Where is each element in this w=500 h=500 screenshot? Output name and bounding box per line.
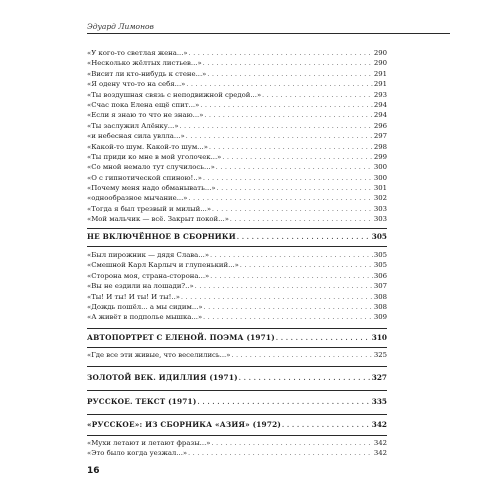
- toc-leader: [212, 205, 373, 215]
- toc-entry-page: 294: [373, 111, 387, 120]
- toc-leader: [203, 59, 373, 69]
- toc-entry-page: 291: [373, 80, 387, 89]
- toc-section[interactable]: [87, 333, 387, 343]
- toc-entry[interactable]: [87, 350, 387, 360]
- toc-entry-page: 299: [373, 152, 387, 161]
- toc-entry-title: «У кого-то светлая жена...»: [87, 49, 188, 57]
- toc-leader: [230, 215, 373, 225]
- toc-entry[interactable]: [87, 260, 387, 270]
- toc-entry[interactable]: [87, 69, 387, 79]
- toc-entry-title: «Ты приди ко мне в мой уголочек...»: [87, 152, 222, 161]
- toc-entry-page: 301: [373, 184, 387, 193]
- toc-entry-title: «и небесная сила увлла...»: [87, 132, 185, 141]
- toc-section-title: АВТОПОРТРЕТ С ЕЛЕНОЙ. ПОЭМА (1971): [87, 332, 275, 342]
- toc-section-title: ЗОЛОТОЙ ВЕК. ИДИЛЛИЯ (1971): [87, 372, 238, 382]
- section-rule: [87, 414, 387, 415]
- toc-entry-title: «Был пирожник — дядя Слава...»: [87, 251, 210, 260]
- toc-entry-title: «Ты! И ты! И ты! И ты!..»: [87, 292, 181, 301]
- toc-entry[interactable]: [87, 58, 387, 68]
- toc-entry[interactable]: [87, 448, 387, 458]
- toc-section-title: НЕ ВКЛЮЧЁННОЕ В СБОРНИКИ: [87, 231, 236, 241]
- toc-leader: [239, 374, 371, 384]
- toc-leader: [210, 272, 373, 282]
- toc-entry-page: 342: [373, 438, 387, 447]
- toc-entry[interactable]: [87, 162, 387, 172]
- toc-entry[interactable]: [87, 271, 387, 281]
- toc-entry-title: «Ты воздушная связь с неподвижной средой...»: [87, 90, 262, 99]
- toc-entry-page: 305: [373, 261, 387, 270]
- toc-entry-title: «А живёт в подполье мышка...»: [87, 313, 203, 322]
- toc-section[interactable]: [87, 397, 387, 407]
- toc-entry-title: «Со мной немало тут случилось...»: [87, 163, 215, 172]
- toc-entry-title: «Почему меня надо обманывать...»: [87, 184, 216, 193]
- toc-entry[interactable]: [87, 438, 387, 448]
- toc-entry-title: «однообразное мычание...»: [87, 194, 188, 203]
- toc-entry[interactable]: [87, 152, 387, 162]
- toc-leader: [186, 132, 373, 142]
- toc-entry-page: 325: [373, 351, 387, 360]
- toc-entry-title: «Я одену что-то на себя...»: [87, 80, 186, 89]
- toc-section-page: 327: [371, 372, 387, 382]
- toc-entry-page: 307: [373, 282, 387, 291]
- section-rule: [87, 435, 387, 436]
- toc-leader: [217, 184, 373, 194]
- toc-entry-page: 309: [373, 313, 387, 322]
- toc-entry[interactable]: [87, 100, 387, 110]
- toc-entry-title: «Какой-то шум. Какой-то шум...»: [87, 142, 208, 151]
- toc-section-page: 310: [371, 332, 387, 342]
- toc-leader: [282, 421, 371, 431]
- toc-leader: [222, 153, 372, 163]
- toc-entry[interactable]: [87, 121, 387, 131]
- toc-section[interactable]: [87, 420, 387, 430]
- toc-entry[interactable]: [87, 131, 387, 141]
- toc-entry[interactable]: [87, 48, 387, 58]
- toc-entry-title: «Ты заслужил Алёнку...»: [87, 121, 179, 130]
- toc-entry[interactable]: [87, 110, 387, 120]
- section-rule: [87, 366, 387, 367]
- toc-leader: [180, 122, 373, 132]
- toc-entry-page: 308: [373, 302, 387, 311]
- toc-entry[interactable]: [87, 79, 387, 89]
- toc-entry[interactable]: [87, 292, 387, 302]
- toc-entry-page: 297: [373, 132, 387, 141]
- toc-entry[interactable]: [87, 281, 387, 291]
- toc-entry-page: 308: [373, 292, 387, 301]
- toc-leader: [189, 49, 373, 59]
- section-rule: [87, 347, 387, 348]
- toc-entry-page: 306: [373, 271, 387, 280]
- toc-section-page: 335: [371, 396, 387, 406]
- toc-entry-page: 298: [373, 142, 387, 151]
- section-rule: [87, 390, 387, 391]
- toc-leader: [181, 293, 373, 303]
- toc-entry[interactable]: [87, 90, 387, 100]
- toc-entry[interactable]: [87, 173, 387, 183]
- toc-group-1: [87, 48, 387, 225]
- toc-entry-title: «Мухи летают и летают фразы...»: [87, 438, 211, 447]
- toc-entry-title: «Смешной Карл Карлыч и глупенький...»: [87, 261, 239, 270]
- toc-entry-page: 303: [373, 215, 387, 224]
- section-rule: [87, 228, 387, 229]
- toc-leader: [237, 233, 371, 243]
- toc-entry-title: «Вы не ездили на лошади?..»: [87, 282, 194, 291]
- section-rule: [87, 246, 387, 247]
- toc-leader: [204, 303, 373, 313]
- toc-leader: [231, 351, 372, 361]
- toc-entry-title: «Счас пока Елена ещё спит...»: [87, 100, 200, 109]
- toc-section-page: 342: [371, 420, 387, 430]
- toc-entry[interactable]: [87, 250, 387, 260]
- toc-entry[interactable]: [87, 142, 387, 152]
- toc-leader: [188, 449, 373, 459]
- toc-entry-title: «Дождь пошёл... а мы сидим...»: [87, 302, 203, 311]
- toc-section-title: «РУССКОЕ»: ИЗ СБОРНИКА «АЗИЯ» (1972): [87, 420, 282, 430]
- toc-leader: [203, 174, 373, 184]
- toc-leader: [207, 70, 372, 80]
- toc-entry[interactable]: [87, 183, 387, 193]
- toc-leader: [211, 439, 372, 449]
- toc-entry-title: «Висит ли кто-нибудь к стене...»: [87, 69, 207, 78]
- toc-entry[interactable]: [87, 312, 387, 322]
- toc-leader: [276, 334, 371, 344]
- toc-section-page: 305: [371, 231, 387, 241]
- toc-entry-page: 342: [373, 449, 387, 458]
- toc-section[interactable]: [87, 232, 387, 242]
- header-rule: [87, 33, 450, 34]
- toc-leader: [203, 313, 373, 323]
- toc-leader: [240, 261, 373, 271]
- toc-entry[interactable]: [87, 302, 387, 312]
- toc-entry-title: «Несколько жёлтых листьев...»: [87, 59, 202, 68]
- toc-entry-page: 303: [373, 204, 387, 213]
- table-of-contents: [87, 48, 387, 459]
- toc-entry-title: «Тогда я был трезвый и милый...»: [87, 204, 212, 213]
- toc-leader: [200, 101, 373, 111]
- toc-entry[interactable]: [87, 214, 387, 224]
- toc-entry-page: 293: [373, 90, 387, 99]
- toc-leader: [197, 398, 370, 408]
- toc-entry[interactable]: [87, 193, 387, 203]
- toc-entry-page: 291: [373, 69, 387, 78]
- toc-entry-page: 300: [373, 163, 387, 172]
- toc-leader: [262, 91, 373, 101]
- toc-entry-title: «О с гипнотической спиною!..»: [87, 173, 202, 182]
- toc-entry-title: «Где все эти живые, что веселились...»: [87, 351, 231, 360]
- toc-entry-title: «Это было когда уезжал...»: [87, 449, 188, 458]
- toc-entry-page: 296: [373, 121, 387, 130]
- toc-entry-page: 294: [373, 100, 387, 109]
- toc-leader: [216, 163, 373, 173]
- toc-leader: [204, 111, 372, 121]
- toc-entry-page: 305: [373, 251, 387, 260]
- toc-leader: [189, 194, 373, 204]
- toc-entry-page: 290: [373, 59, 387, 68]
- toc-leader: [209, 143, 373, 153]
- toc-entry-title: «Мой мальчик — всё. Закрыт покой...»: [87, 215, 229, 224]
- page-number: 16: [87, 466, 100, 476]
- toc-entry-title: «Если я знаю то что не знаю...»: [87, 111, 204, 120]
- toc-group-3: [87, 350, 387, 360]
- toc-entry-title: «Сторона моя, страна-сторона...»: [87, 271, 210, 280]
- toc-entry[interactable]: [87, 204, 387, 214]
- toc-entry-page: 302: [373, 194, 387, 203]
- toc-section-title: РУССКОЕ. ТЕКСТ (1971): [87, 396, 197, 406]
- toc-leader: [195, 282, 373, 292]
- section-rule: [87, 328, 387, 329]
- toc-group-6: [87, 438, 387, 459]
- toc-section[interactable]: [87, 373, 387, 383]
- toc-group-2: [87, 250, 387, 323]
- running-header-author: Эдуард Лимонов: [87, 22, 154, 31]
- toc-entry-page: 300: [373, 173, 387, 182]
- toc-entry-page: 290: [373, 49, 387, 57]
